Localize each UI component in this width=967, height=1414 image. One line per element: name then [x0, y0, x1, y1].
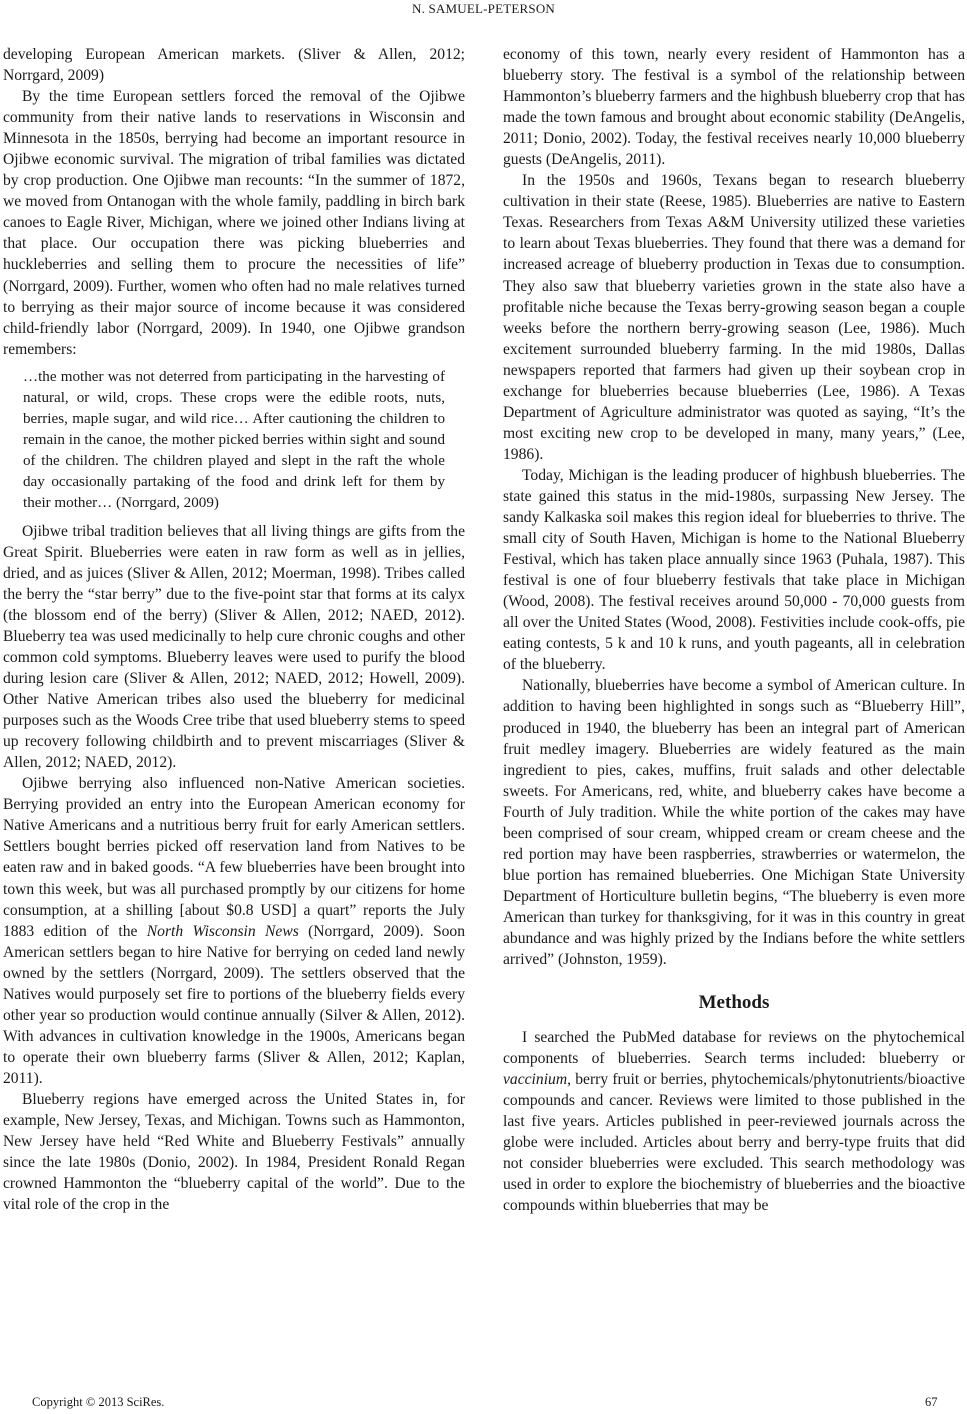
section-heading: Methods — [698, 992, 770, 1014]
copyright-notice: Copyright © 2013 SciRes. — [32, 1395, 165, 1409]
paragraph-text: Ojibwe berrying also influenced non-Native American societies. Berrying provided an entry into the European American economy for Native Americans and a nutritious berry fruit for early American settlers. Settlers bought berries picked off reservation land from Natives to be eaten raw and in baked goods. “A few blueberries have been brought into town this week, but was all purchased promptly by our citizens for home consumption, at a shilling [about $0.8 USD] a quart” reports the July 1883 edition of the — [3, 775, 465, 940]
paragraph: Today, Michigan is the leading producer of highbush blueberries. The state gained this status in the mid-1980s, surpassing New Jersey. The sandy Kalkaska soil makes this region ideal for blueberries to thrive. The small city of South Haven, Michigan is home to the National Blueberry Festival, which has taken place annually since 1963 (Puhala, 1987). This festival is one of four blueberry festivals that take place in Michigan (Wood, 2008). The festival receives around 50,000 - 70,000 guests from all over the United States (Wood, 2008). Festivities include cook-offs, pie eating contests, 5 k and 10 k runs, and youth pageants, all in celebration of the blueberry. — [503, 466, 965, 674]
paragraph: In the 1950s and 1960s, Texans began to research blueberry cultivation in their state (Reese, 1985). Blueberries are native to Eastern Texas. Researchers from Texas A&M University utilized these varieties to learn about Texas blueberries. They found that there was a demand for increased acreage of blueberry production in Texas due to consumption. They also saw that blueberry varieties grown in the state also have a profitable niche because the Texas berry-growing season began a couple weeks before the northern berry-growing season (Lee, 1986). Much excitement surrounded blueberry farming. In the mid 1980s, Dallas newspapers reported that farmers had given up their soybean crop in exchange for blueberries because blueberries (Lee, 1986). A Texas Department of Agriculture administrator was quoted as saying, “It’s the most exciting new crop to be developed in many, many years,” (Lee, 1986). — [503, 172, 965, 463]
paragraph: Nationally, blueberries have become a symbol of American culture. In addition to having been highlighted in songs such as “Blueberry Hill”, produced in 1940, the blueberry has been an integral part of American fruit medley imagery. Blueberries are widely featured as the main ingredient to pies, cakes, muffins, fruit salads and other delectable sweets. For Americans, red, white, and blueberry cakes have become a Fourth of July tradition. While the white portion of the cakes may have been comprised of sour cream, whipped cream or cream cheese and the red portion may have been raspberries, strawberries or watermelon, the blue portion has remained blueberries. One Michigan State University Department of Horticulture bulletin begins, “The blueberry is even more American than turkey for thanksgiving, for it was in this country in great abundance and was highly prized by the Indians before the white settlers arrived” (Johnston, 1959). — [503, 677, 965, 969]
paragraph: Blueberry regions have emerged across the United States in, for example, New Jersey, Texas, and Michigan. Towns such as Hammonton, New Jersey have held “Red White and Blueberry Festivals” annually since the late 1980s (Donio, 2002). In 1984, President Ronald Regan crowned Hammonton the “blueberry capital of the world”. Due to the vital role of the crop in the — [3, 1090, 465, 1214]
newspaper-title: North Wisconsin News — [146, 922, 299, 940]
paragraph-text: (Norrgard, 2009). Soon American settlers began to hire Native for berrying on ceded land newly owned by the settlers (Norrgard, 2009). The settlers observed that the Natives would purposely set fire to portions of the blueberry fields every other year so production would continue annually (Silver & Allen, 2012). With advances in cultivation knowledge in the 1900s, Americans began to operate their own blueberry farms (Sliver & Allen, 2012; Kaplan, 2011). — [3, 922, 466, 1087]
paragraph-text: I searched the PubMed database for reviews on the phytochemical components of blueberries. Search terms included: blueberry or — [503, 1029, 965, 1068]
paragraph: By the time European settlers forced the removal of the Ojibwe community from their native lands to reservations in Wisconsin and Minnesota in the 1850s, berrying had become an important resource in Ojibwe economic survival. The migration of tribal families was dictated by crop production. One Ojibwe man recounts: “In the summer of 1872, we moved from Ontanogan with the whole family, paddling in birch bark canoes to Eagle River, Michigan, where we joined other Indians living at that place. Our occupation there was picking blueberries and huckleberries and selling them to procure the necessities of life” (Norrgard, 2009). Further, women who often had no male relatives turned to berrying as their major source of income because it was considered child-friendly labor (Norrgard, 2009). In 1940, one Ojibwe grandson remembers: — [3, 88, 465, 358]
paragraph: Ojibwe tribal tradition believes that all living things are gifts from the Great Spirit. Blueberries were eaten in raw form as well as in jellies, dried, and as juices (Sliver & Allen, 2012; Moerman, 1998). Tribes called the berry the “star berry” due to the five-point star that forms at its calyx (the blossom end of the berry) (Sliver & Allen, 2012; NAED, 2012). Blueberry tea was used medicinally to help cure chronic coughs and other common cold symptoms. Blueberry leaves were used to purify the blood during lesion care (Sliver & Allen, 2012; NAED, 2012; Howell, 2009). Other Native American tribes also used the blueberry for medicinal purposes such as the Woods Cree tribe that used blueberry stems to speed up recovery following childbirth and to prevent miscarriages (Sliver & Allen, 2012; NAED, 2012). — [3, 522, 465, 772]
paragraph: economy of this town, nearly every resident of Hammonton has a blueberry story. The festival is a symbol of the relationship between Hammonton’s blueberry farmers and the highbush blueberry crop that has made the town famous and brought about economic stability (DeAngelis, 2011; Donio, 2002). Today, the festival receives nearly 10,000 blueberry guests (DeAngelis, 2011). — [503, 46, 965, 169]
search-term: vaccinium — [503, 1071, 568, 1089]
paragraph — [3, 773, 465, 1089]
paragraph — [503, 1027, 965, 1216]
page-number: 67 — [925, 1395, 938, 1409]
paragraph-text: , berry fruit or berries, phytochemicals/phytonutrients/bioactive compounds and cancer. Reviews were limited to those published in the last five years. Articles published in peer-reviewed journals across the globe were included. Articles about berry and berry-type fruits that did not consider blueberries were excluded. This search methodology was used in order to explore the biochemistry of blueberries and the bioactive compounds within blueberries that may be — [503, 1071, 965, 1215]
paragraph: developing European American markets. (Sliver & Allen, 2012; Norrgard, 2009) — [3, 46, 465, 85]
right-column — [503, 44, 965, 1217]
block-quote: …the mother was not deterred from participating in the harvesting of natural, or wild, crops. These crops were the edible roots, nuts, berries, maple sugar, and wild rice… After cautioning the children to remain in the canoe, the mother picked berries within sight and sound of the children. The children played and slept in the raft the whole day occasionally partaking of the food and drink left for them by their mother… (Norrgard, 2009) — [23, 368, 445, 511]
left-column — [3, 44, 465, 1215]
running-head: N. SAMUEL-PETERSON — [412, 1, 555, 16]
